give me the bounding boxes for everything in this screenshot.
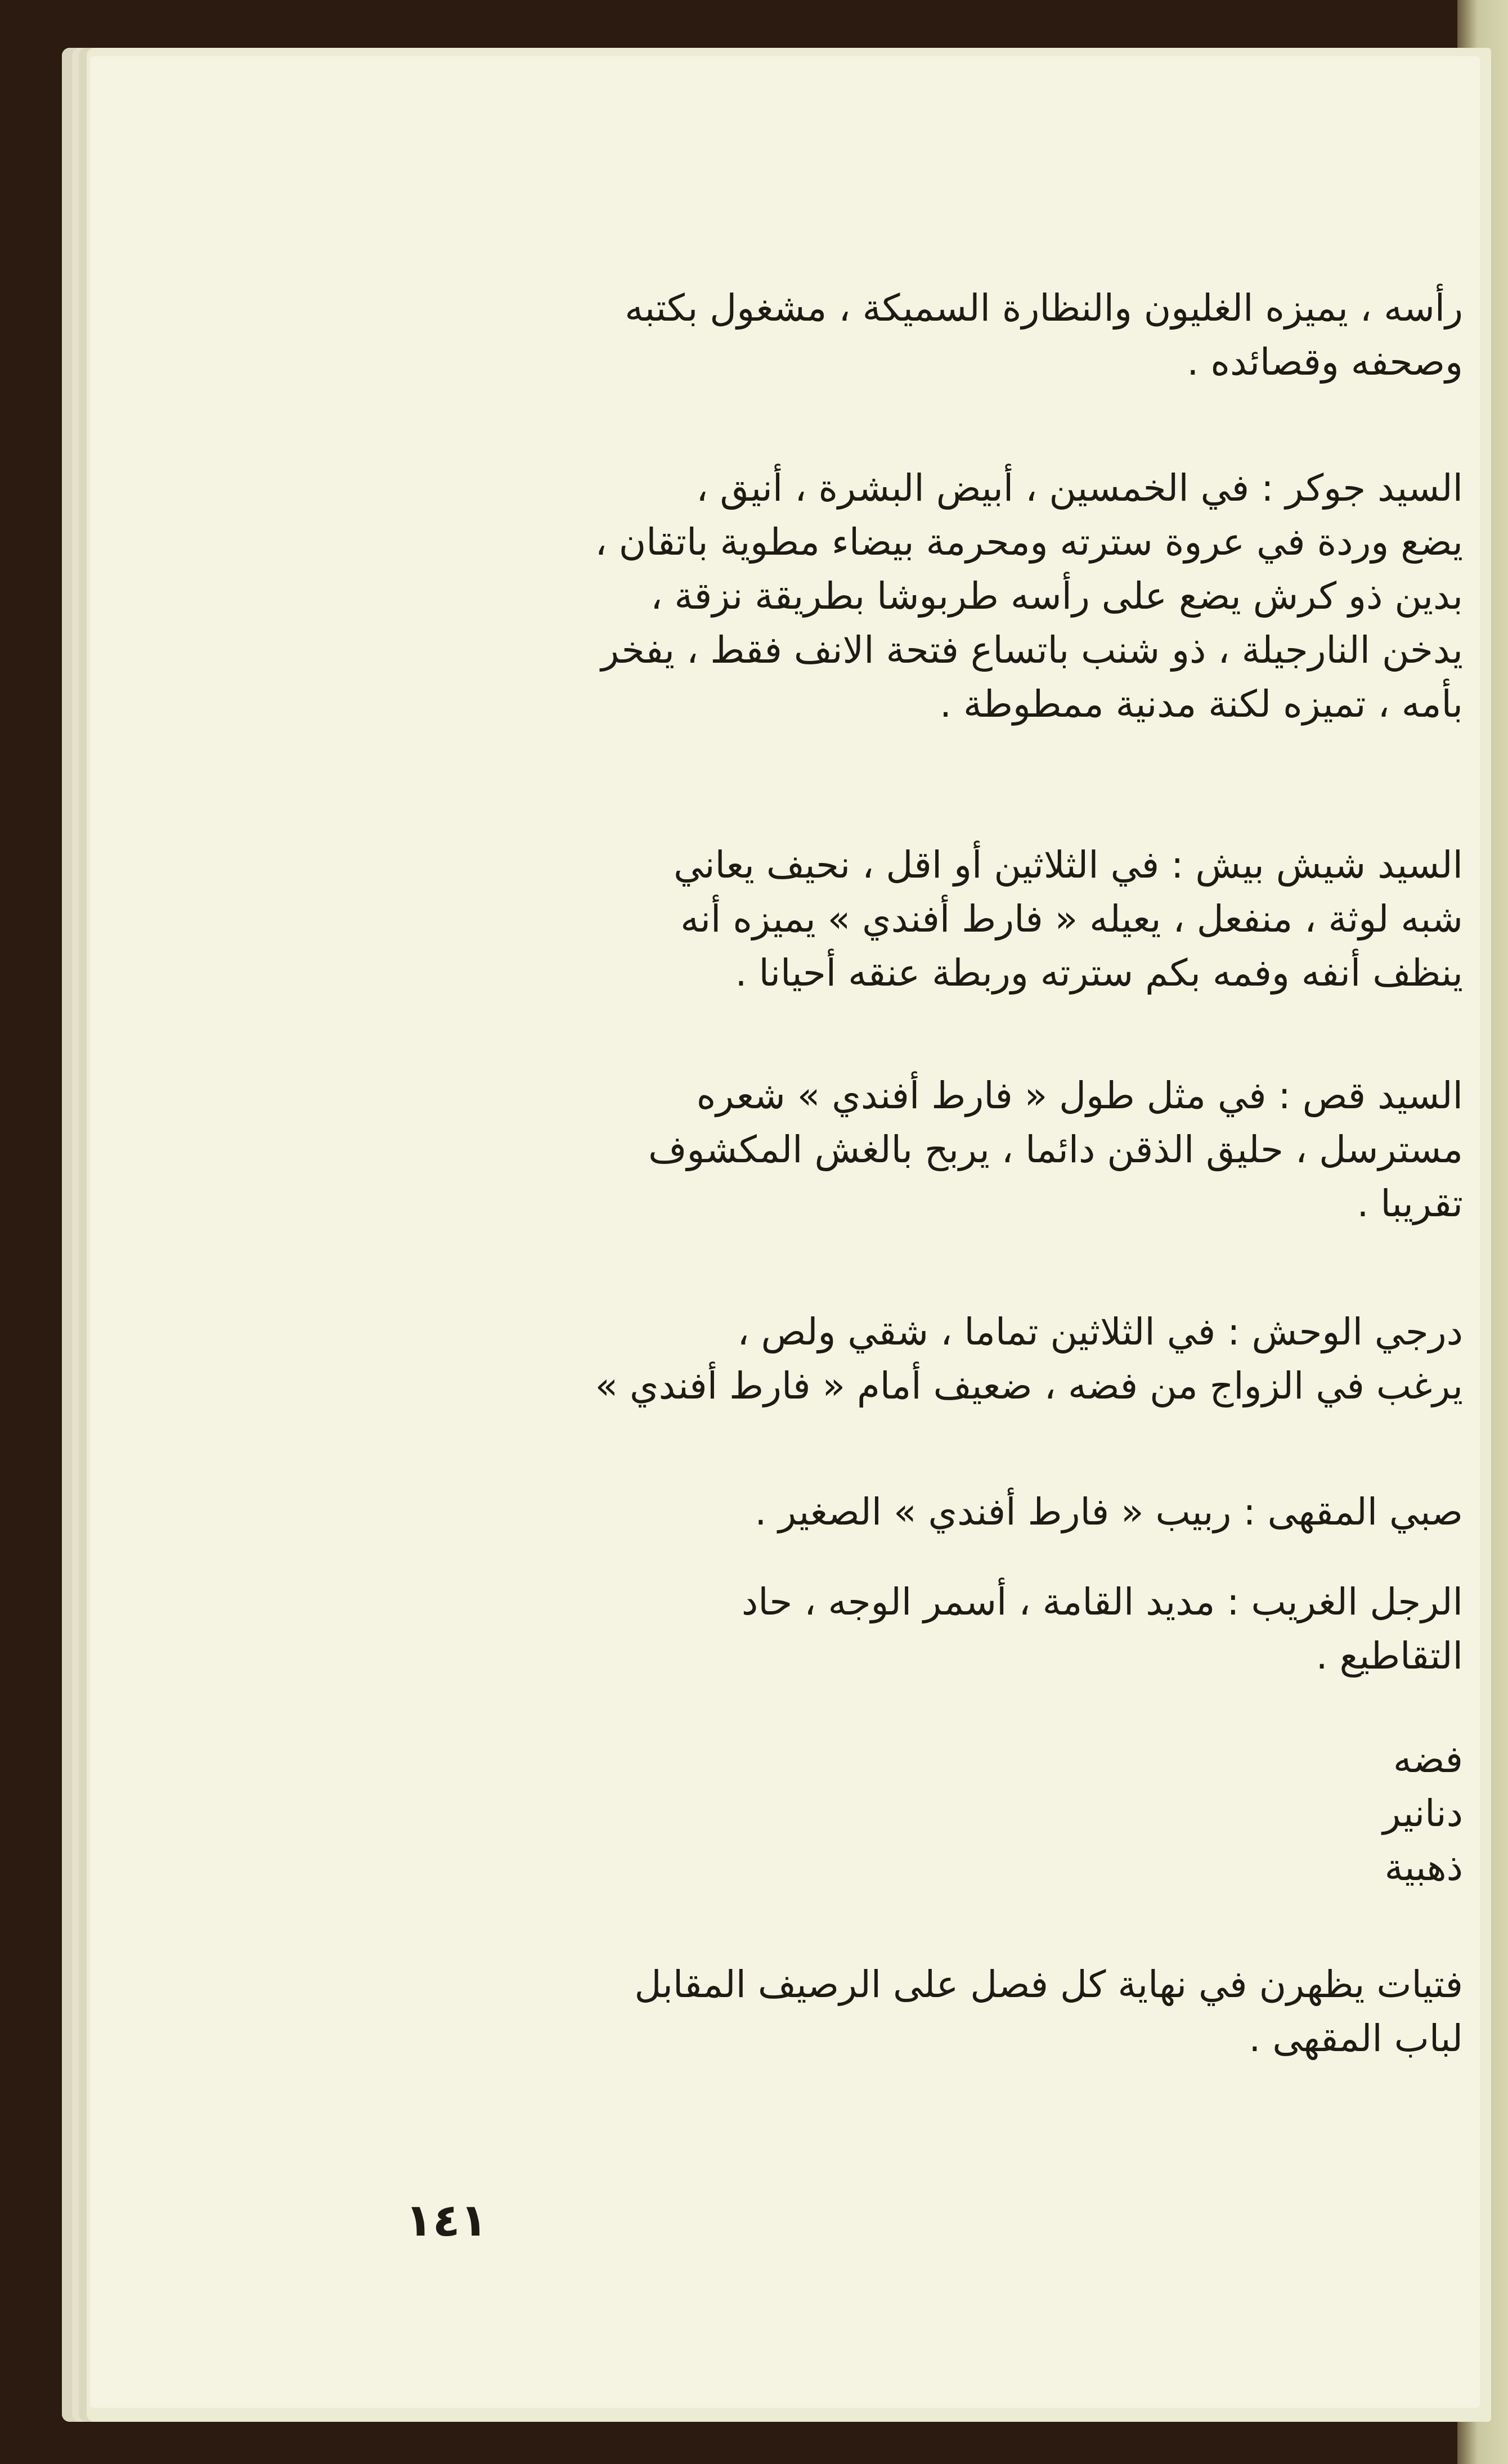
paragraph-1-block xyxy=(214,281,1463,389)
character-stranger: الرجل الغريب : مديد القامة ، أسمر الوجه ، حاد التقاطيع . xyxy=(741,1580,1463,1678)
paragraph-7-block xyxy=(214,1575,1463,1683)
paragraph-5-block xyxy=(214,1305,1463,1413)
paragraph-2-block xyxy=(214,461,1463,731)
paragraph-8-block xyxy=(214,1733,1463,1895)
paragraph-4-block xyxy=(214,1069,1463,1231)
character-list-women: فضه دنانير ذهبية xyxy=(1383,1738,1463,1889)
character-cafe-boy: صبي المقهى : ربيب « فارط أفندي » الصغير . xyxy=(755,1490,1463,1534)
paragraph-9-block xyxy=(214,1958,1463,2066)
girls-note: فتيات يظهرن في نهاية كل فصل على الرصيف المقابل لباب المقهى . xyxy=(634,1963,1463,2060)
character-sheesh-beesh: السيد شيش بيش : في الثلاثين أو اقل ، نحيف يعاني شبه لوثة ، منفعل ، يعيله « فارط أفندي » يميزه أنه ينظف أنفه وفمه بكم سترته وربطة عنقه أحيانا . xyxy=(674,843,1463,995)
paragraph-3-block xyxy=(214,838,1463,1000)
paragraph-intro: رأسه ، يميزه الغليون والنظارة السميكة ، مشغول بكتبه وصحفه وقصائده . xyxy=(625,286,1463,384)
page-number: ١٤١ xyxy=(405,2194,488,2246)
character-darji-alwahsh: درجي الوحش : في الثلاثين تماما ، شقي ولص ، يرغب في الزواج من فضه ، ضعيف أمام « فارط أفندي » xyxy=(595,1310,1463,1408)
character-qas: السيد قص : في مثل طول « فارط أفندي » شعره مسترسل ، حليق الذقن دائما ، يربح بالغش المكشوف تقريبا . xyxy=(648,1074,1463,1225)
paragraph-6-block xyxy=(214,1485,1463,1539)
character-joker: السيد جوكر : في الخمسين ، أبيض البشرة ، أنيق ، يضع وردة في عروة سترته ومحرمة بيضاء مطوية باتقان ، بدين ذو كرش يضع على رأسه طربوشا بطريقة نزقة ، يدخن النارجيلة ، ذو شنب باتساع فتحة الانف فقط ، يفخر بأمه ، تميزه لكنة مدنية ممطوطة . xyxy=(595,466,1463,726)
